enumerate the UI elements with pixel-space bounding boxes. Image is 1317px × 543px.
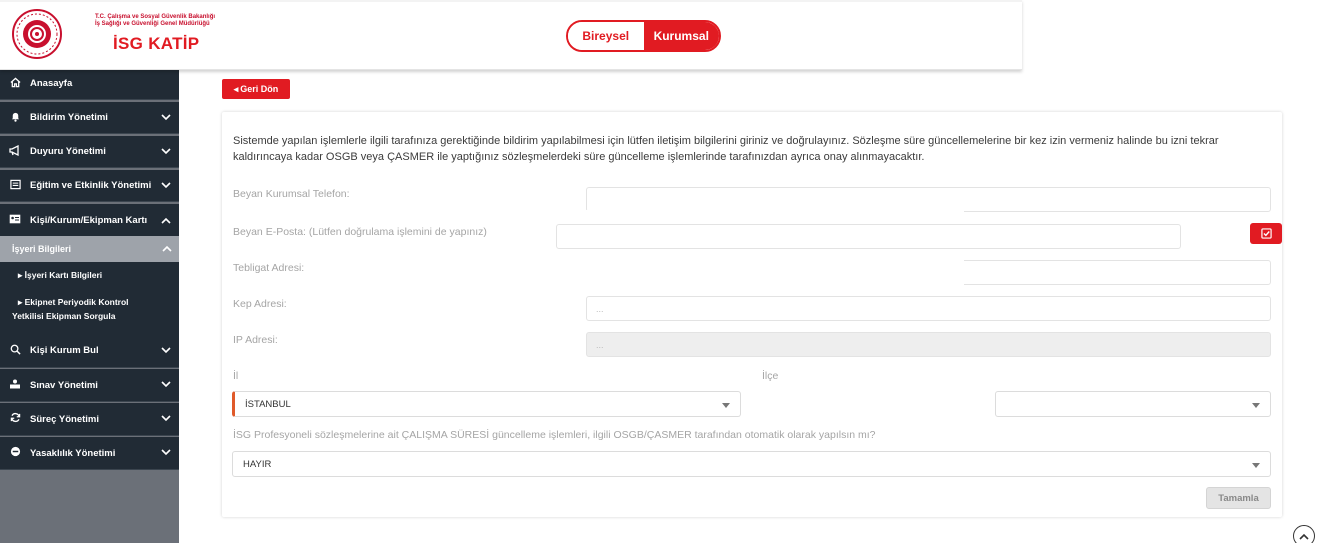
sidebar-item-yasaklilik[interactable] xyxy=(0,437,179,470)
sidebar-item-kisi-kurum-ekipman[interactable] xyxy=(0,204,179,238)
caret-down-icon xyxy=(1252,403,1260,408)
id-card-icon xyxy=(0,214,30,227)
chevron-up-icon xyxy=(153,215,179,226)
chevron-down-icon xyxy=(153,448,179,459)
il-select-value: İSTANBUL xyxy=(245,398,291,410)
ilce-label: İlçe xyxy=(762,370,779,382)
chevron-down-icon xyxy=(153,414,179,425)
toggle-bireysel[interactable]: Bireysel xyxy=(568,22,644,50)
scroll-top-button[interactable] xyxy=(1293,525,1315,543)
chevron-up-icon xyxy=(1299,533,1309,540)
sidebar-item-duyuru[interactable] xyxy=(0,136,179,168)
ip-label: IP Adresi: xyxy=(233,334,278,346)
sidebar-item-label: Eğitim ve Etkinlik Yönetimi xyxy=(30,180,152,191)
caret-right-icon: ▸ xyxy=(18,270,25,280)
user-type-toggle xyxy=(566,20,721,52)
ministry-line-1: T.C. Çalışma ve Sosyal Güvenlik Bakanlığı xyxy=(95,14,216,20)
sidebar-item-label: Süreç Yönetimi xyxy=(30,413,99,425)
caret-down-icon xyxy=(722,403,730,408)
il-select[interactable] xyxy=(232,391,741,417)
sidebar-item-surec[interactable] xyxy=(0,403,179,436)
intro-text: Sistemde yapılan işlemlerle ilgili tarafınıza gerektiğinde bildirim yapılabilmesi için lütfen iletişim bilgilerini giriniz ve doğrulayınız. Sözleşme süre güncellemelerine bir kez izin vermeniz halinde bu izni tekrar kaldırıncaya kadar OSGB veya ÇASMER ile yaptığınız sözleşmelerdeki süre güncelleme işlemlerinde tarafınızdan ayrıca onay alınmayacaktır. xyxy=(233,135,1219,163)
eposta-input[interactable] xyxy=(556,224,1181,249)
sidebar-subitem-ekipnet[interactable] xyxy=(0,295,179,309)
check-square-icon xyxy=(1261,228,1272,239)
app-name[interactable]: İSG KATİP xyxy=(113,34,200,53)
ip-input: ... xyxy=(586,332,1271,357)
sidebar-subitem-isyeri-karti[interactable] xyxy=(0,268,179,282)
sidebar-item-label: Bildirim Yönetimi xyxy=(30,112,108,123)
sidebar-item-label: Duyuru Yönetimi xyxy=(30,146,106,157)
overlay-mask xyxy=(556,249,964,285)
sidebar-item-bildirim[interactable] xyxy=(0,102,179,134)
auto-update-question: İSG Profesyoneli sözleşmelerine ait ÇALIŞMA SÜRESİ güncelleme işlemleri, ilgili OSGB/ÇASMER tarafından otomatik olarak yapılsın mı? xyxy=(233,429,876,441)
auto-update-select-value: HAYIR xyxy=(243,458,272,470)
chevron-down-icon xyxy=(153,112,179,123)
back-button[interactable] xyxy=(222,79,290,99)
chevron-down-icon xyxy=(153,180,179,191)
auto-update-select[interactable] xyxy=(232,451,1271,477)
telefon-input[interactable] xyxy=(586,187,1271,212)
caret-left-icon: ◂ xyxy=(233,83,239,94)
sidebar-subitem-yetkili-ekipman[interactable] xyxy=(0,309,179,323)
chevron-down-icon xyxy=(153,345,179,356)
sidebar-subheader-label: İşyeri Bilgileri xyxy=(12,244,72,254)
eposta-label: Beyan E-Posta: (Lütfen doğrulama işlemini de yapınız) xyxy=(233,226,487,238)
verify-email-button[interactable] xyxy=(1250,223,1282,244)
sidebar-subitem-label: Yetkilisi Ekipman Sorgula xyxy=(12,311,116,321)
telefon-label: Beyan Kurumsal Telefon: xyxy=(233,188,350,200)
search-icon xyxy=(0,344,30,358)
sidebar-item-label: Anasayfa xyxy=(30,78,73,89)
kep-label: Kep Adresi: xyxy=(233,298,287,310)
sidebar-sublist xyxy=(0,262,179,334)
sidebar-item-sinav[interactable] xyxy=(0,369,179,402)
sidebar-subitem-label: Ekipnet Periyodik Kontrol xyxy=(24,297,129,307)
sidebar-item-label: Sınav Yönetimi xyxy=(30,379,98,391)
bell-icon xyxy=(0,111,30,125)
ministry-line-2: İş Sağlığı ve Güvenliği Genel Müdürlüğü xyxy=(95,21,210,27)
ilce-select[interactable] xyxy=(995,391,1271,417)
sidebar-item-kisi-kurum-bul[interactable] xyxy=(0,334,179,368)
users-icon xyxy=(0,379,30,392)
tebligat-label: Tebligat Adresi: xyxy=(233,262,305,274)
chevron-up-icon xyxy=(155,244,179,254)
caret-down-icon xyxy=(1252,463,1260,468)
ministry-logo[interactable] xyxy=(12,9,62,59)
sidebar xyxy=(0,68,179,543)
il-label: İl xyxy=(233,370,239,382)
sidebar-item-label: Kişi Kurum Bul xyxy=(30,345,99,356)
refresh-icon xyxy=(0,412,30,426)
sidebar-item-label: Yasaklılık Yönetimi xyxy=(30,447,116,459)
sidebar-item-egitim[interactable] xyxy=(0,170,179,202)
chevron-down-icon xyxy=(153,146,179,157)
top-header xyxy=(0,0,1022,70)
chevron-down-icon xyxy=(153,380,179,391)
overlay-mask xyxy=(556,210,964,224)
sidebar-subheader-isyeri-bilgileri[interactable] xyxy=(0,236,179,262)
back-button-label: Geri Dön xyxy=(240,84,279,94)
sidebar-subitem-label: İşyeri Kartı Bilgileri xyxy=(24,270,103,280)
home-icon xyxy=(0,77,30,91)
toggle-kurumsal[interactable]: Kurumsal xyxy=(644,22,720,50)
list-icon xyxy=(0,179,30,193)
header-topline xyxy=(0,0,1022,2)
megaphone-icon xyxy=(0,145,30,159)
caret-right-icon: ▸ xyxy=(18,297,25,307)
minus-circle-icon xyxy=(0,446,30,460)
ministry-name xyxy=(95,14,215,28)
sidebar-item-label: Kişi/Kurum/Ekipman Kartı xyxy=(30,215,148,226)
complete-button[interactable]: Tamamla xyxy=(1206,487,1271,509)
kep-input[interactable]: ... xyxy=(586,296,1271,321)
sidebar-item-anasayfa[interactable] xyxy=(0,68,179,100)
